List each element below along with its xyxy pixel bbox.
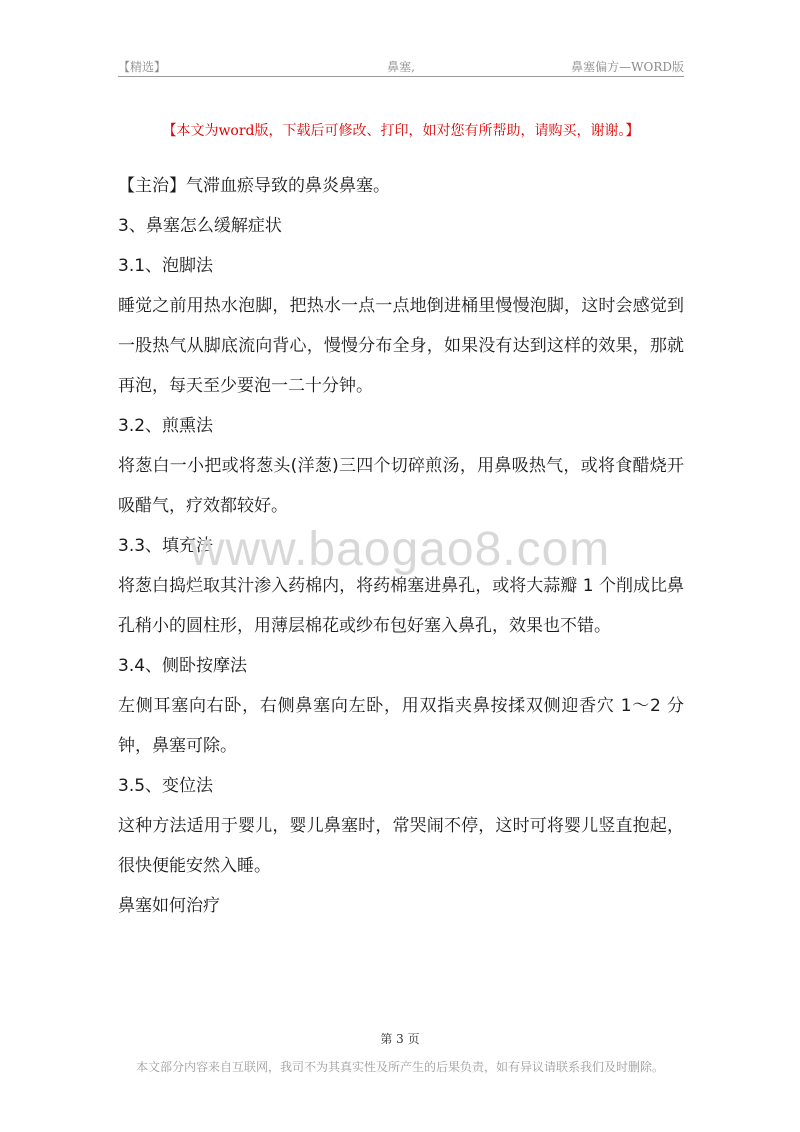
watermark: www.baogao8.com (189, 523, 611, 576)
page-number: 第 3 页 (380, 1032, 420, 1046)
heading-relief-methods: 3、鼻塞怎么缓解症状 (118, 216, 282, 236)
header-right-text: 鼻塞偏方—WORD版 (571, 60, 684, 74)
paragraph-indication: 【主治】气滞血瘀导致的鼻炎鼻塞。 (118, 176, 390, 196)
heading-treatment: 鼻塞如何治疗 (118, 896, 220, 916)
subheading-massage: 3.4、侧卧按摩法 (118, 656, 248, 676)
footer-disclaimer: 本文部分内容来自互联网，我司不为其真实性及所产生的后果负责，如有异议请联系我们及时删除。 (135, 1060, 664, 1074)
paragraph-position: 这种方法适用于婴儿，婴儿鼻塞时，常哭闹不停，这时可将婴儿竖直抱起，很快便能安然入睡。 (118, 816, 684, 876)
paragraph-foot-soak: 睡觉之前用热水泡脚，把热水一点一点地倒进桶里慢慢泡脚，这时会感觉到一股热气从脚底流向背心，慢慢分布全身，如果没有达到这样的效果，那就再泡，每天至少要泡一二十分钟。 (118, 296, 684, 396)
paragraph-steam: 将葱白一小把或将葱头(洋葱)三四个切碎煎汤，用鼻吸热气，或将食醋烧开吸醋气，疗效都较好。 (118, 456, 684, 516)
subheading-fill: 3.3、填充法 (118, 536, 214, 556)
download-notice: 【本文为word版，下载后可修改、打印，如对您有所帮助，请购买，谢谢。】 (162, 123, 640, 139)
subheading-steam: 3.2、煎熏法 (118, 416, 214, 436)
subheading-foot-soak: 3.1、泡脚法 (118, 256, 214, 276)
header-center-text: 鼻塞, (387, 60, 415, 74)
header-left-text: 【精选】 (118, 60, 167, 74)
paragraph-fill: 将葱白捣烂取其汁渗入药棉内，将药棉塞进鼻孔，或将大蒜瓣 1 个削成比鼻孔稍小的圆柱形，用薄层棉花或纱布包好塞入鼻孔，效果也不错。 (118, 576, 684, 636)
page-header (118, 54, 684, 77)
subheading-position: 3.5、变位法 (118, 776, 214, 796)
paragraph-massage: 左侧耳塞向右卧，右侧鼻塞向左卧，用双指夹鼻按揉双侧迎香穴 1～2 分钟，鼻塞可除。 (118, 696, 684, 756)
